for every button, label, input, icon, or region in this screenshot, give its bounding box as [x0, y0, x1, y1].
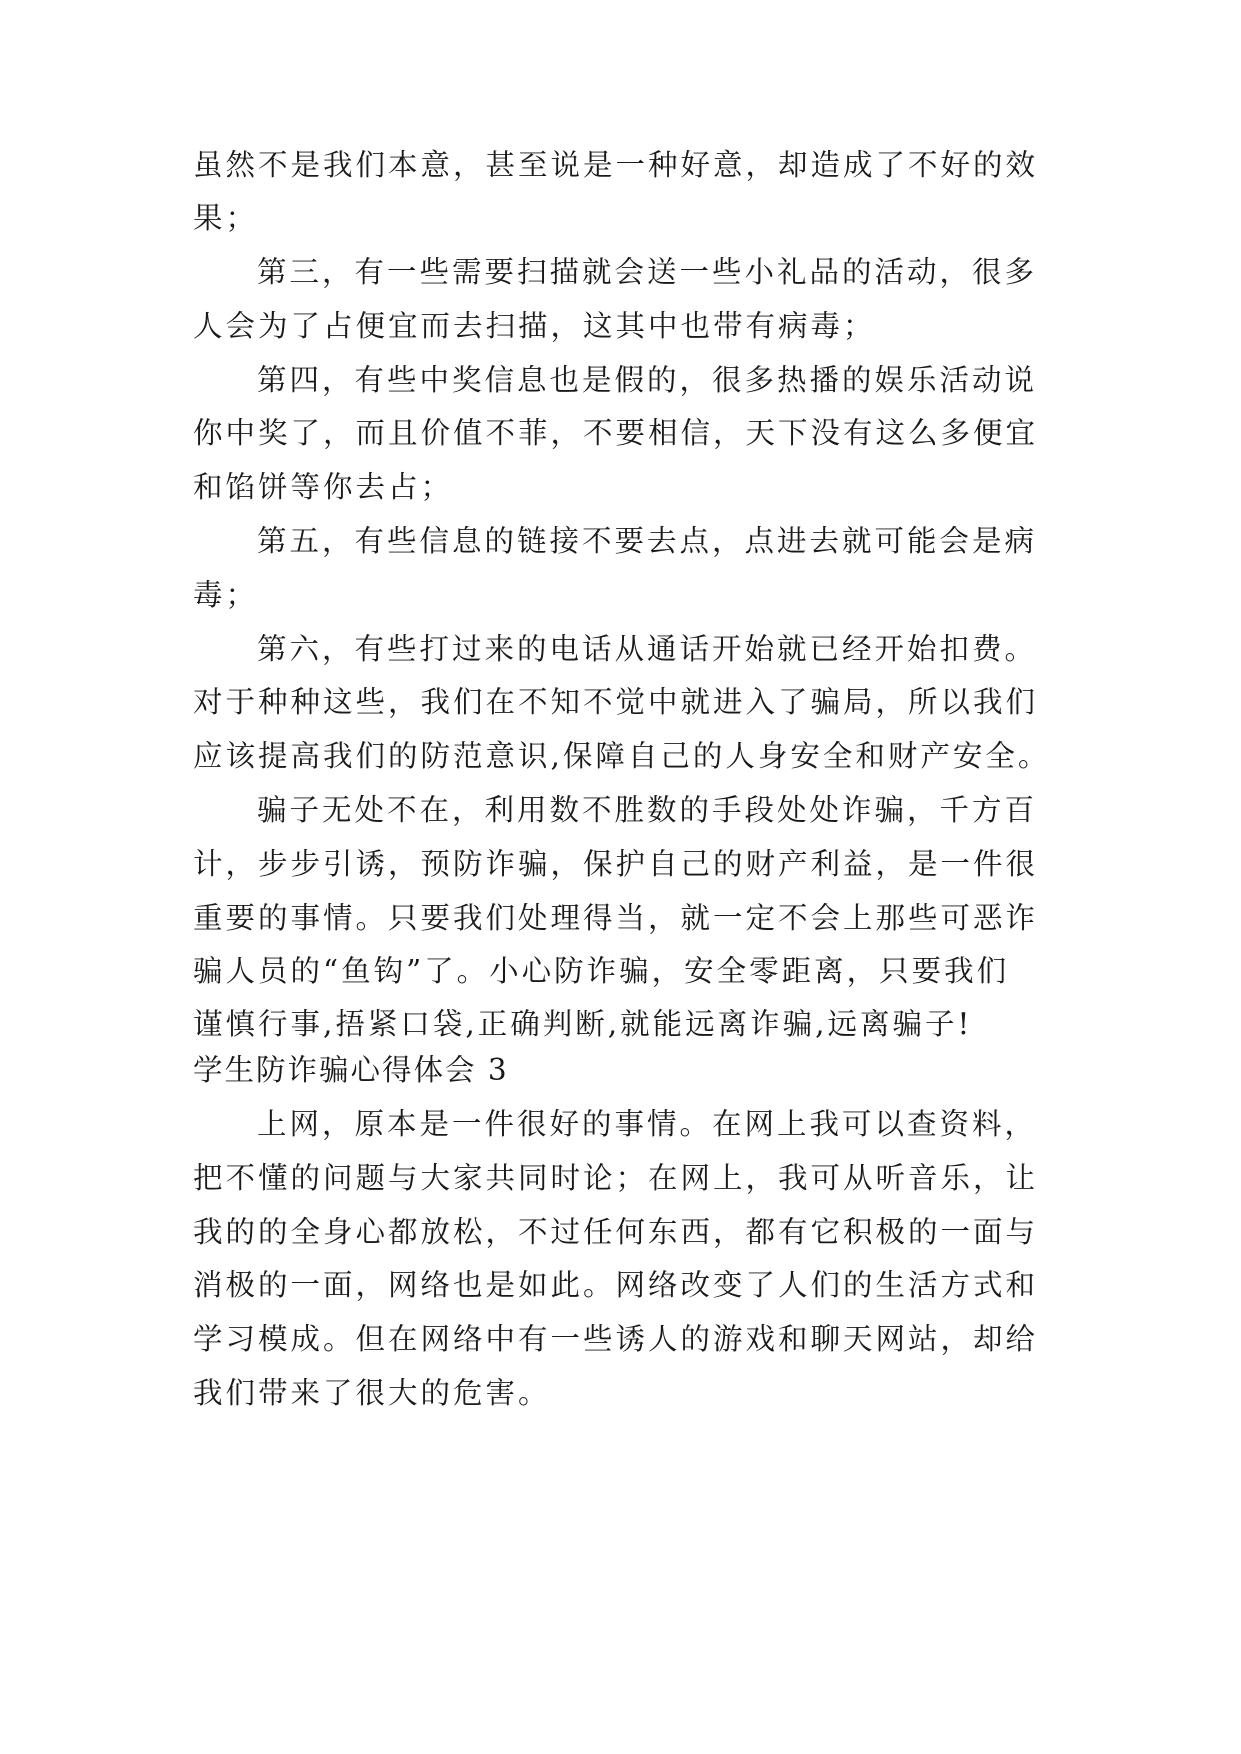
text-line: 我的的全身心都放松，不过任何东西，都有它积极的一面与 [193, 1215, 1039, 1249]
text-line: 果； [193, 201, 259, 235]
text-line: 人会为了占便宜而去扫描，这其中也带有病毒； [193, 309, 876, 343]
text-line: 你中奖了，而且价值不菲，不要相信，天下没有这么多便宜 [193, 416, 1039, 450]
text-line: 计，步步引诱，预防诈骗，保护自己的财产利益，是一件很 [193, 847, 1039, 881]
text-line: 对于种种这些，我们在不知不觉中就进入了骗局，所以我们 [193, 685, 1039, 719]
text-line: 第三，有一些需要扫描就会送一些小礼品的活动，很多 [257, 255, 1038, 289]
text-line: 骗人员的“鱼钩”了。小心防诈骗，安全零距离，只要我们 [193, 954, 1010, 988]
text-line: 骗子无处不在，利用数不胜数的手段处处诈骗，千方百 [257, 793, 1038, 827]
text-line: 应该提高我们的防范意识,保障自己的人身安全和财产安全。 [193, 739, 1051, 773]
section-heading: 学生防诈骗心得体会 3 [193, 1053, 509, 1087]
text-line: 我们带来了很大的危害。 [193, 1376, 551, 1410]
text-line: 重要的事情。只要我们处理得当，就一定不会上那些可恶诈 [193, 901, 1039, 935]
text-line: 毒； [193, 578, 259, 612]
text-line: 上网，原本是一件很好的事情。在网上我可以查资料， [257, 1107, 1038, 1141]
text-line: 消极的一面，网络也是如此。网络改变了人们的生活方式和 [193, 1268, 1039, 1302]
text-line: 第五，有些信息的链接不要去点，点进去就可能会是病 [257, 524, 1038, 558]
text-line: 学习模成。但在网络中有一些诱人的游戏和聊天网站，却给 [193, 1322, 1039, 1356]
text-line: 第四，有些中奖信息也是假的，很多热播的娱乐活动说 [257, 363, 1038, 397]
text-line: 把不懂的问题与大家共同时论；在网上，我可从听音乐，让 [193, 1161, 1039, 1195]
text-line: 和馅饼等你去占； [193, 470, 454, 504]
text-line: 谨慎行事,捂紧口袋,正确判断,就能远离诈骗,远离骗子! [193, 1007, 973, 1041]
text-line: 虽然不是我们本意，甚至说是一种好意，却造成了不好的效 [193, 148, 1039, 182]
text-line: 第六，有些打过来的电话从通话开始就已经开始扣费。 [257, 632, 1038, 666]
